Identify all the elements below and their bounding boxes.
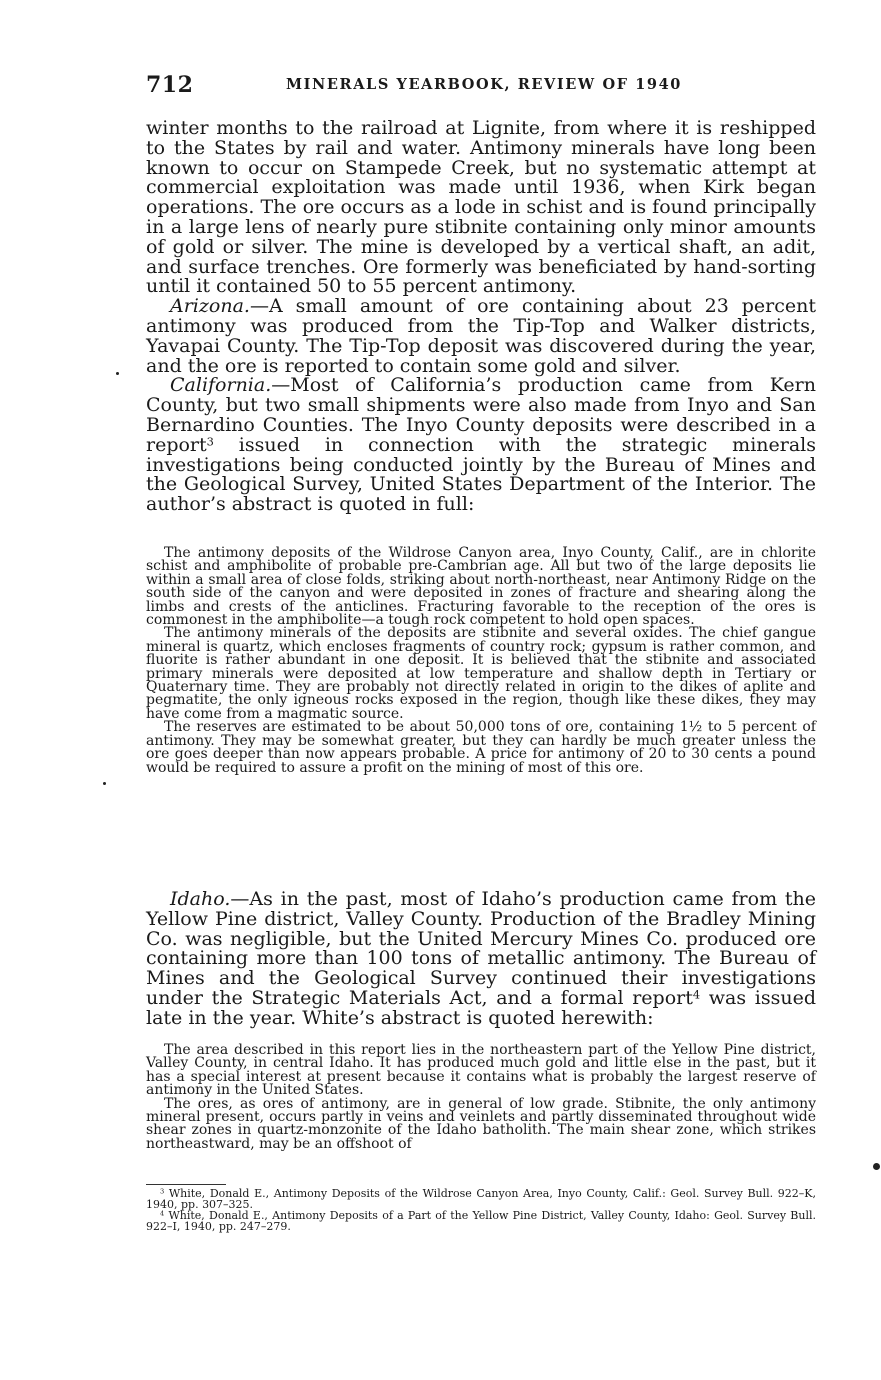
quote-paragraph: The reserves are estimated to be about 50,000 tons of ore, containing 1½ to 5 percent of antimony. They may be somewhat greater, but they can hardly be much greater unless the ore goes deeper than now appears probable. A price for antimony of 20 to 30 cents a pound would be required to assure a profit on the mining of most of this ore. [146,719,816,776]
footnote-mark: 3 [160,1187,165,1196]
quote-paragraph: The ores, as ores of antimony, are in general of low grade. Stibnite, the only antimony mineral present, occurs partly in veins and veinlets and partly disseminated throughout wide shear zones in quartz-monzonite of the Idaho batholith. The main shear zone, which strikes northeastward, may be an offshoot of [146,1095,816,1152]
footnote-3 [146,1188,816,1210]
quote-yellow-pine-abstract [146,1044,816,1151]
paragraph-arizona [146,297,816,376]
paragraph-alaska-continued: winter months to the railroad at Lignite, from where it is reshipped to the States by rail and water. Antimony minerals have long been known to occur on Stampede Creek, but no systematic attempt at commercial exploitation was made until 1936, when Kirk began operations. The ore occurs as a lode in schist and is found principally in a large lens of nearly pure stibnite containing only minor amounts of gold or silver. The mine is developed by a vertical shaft, an adit, and surface trenches. Ore formerly was beneficiated by hand-sorting until it contained 50 to 55 percent antimony. [146,117,816,298]
california-text-a: —Most of California’s production came from Kern County, but two small shipments were also made from Inyo and San Bernardino Counties. The Inyo County deposits were described in a report [146,374,816,456]
footnote-divider [146,1184,226,1185]
scan-speck [116,372,119,375]
arizona-text: —A small amount of ore containing about 23 percent antimony was produced from the Tip-Top and Walker districts, Yavapai County. The Tip-Top deposit was discovered during the year, and the ore is reported to contain some gold and silver. [146,295,816,377]
heading-arizona: Arizona. [170,295,250,318]
paragraph-idaho [146,890,816,1029]
heading-idaho: Idaho. [170,888,231,910]
footnote-text: White, Donald E., Antimony Deposits of the Wildrose Canyon Area, Inyo County, Calif.: Geol. Survey Bull. 922–K, 1940, pp. 307–325. [146,1187,816,1211]
paragraph-california [146,376,816,515]
footnote-ref-4: 4 [692,987,701,1002]
page-number: 712 [146,72,194,98]
idaho-text-b: was issued late in the year. White’s abstract is quoted herewith: [146,986,816,1029]
heading-california: California. [170,374,272,397]
scan-speck [873,1163,880,1170]
idaho-text-a: —As in the past, most of Idaho’s production came from the Yellow Pine district, Valley County. Production of the Bradley Mining Co. was negligible, but the United Mercury Mines Co. produced ore containing more than 100 tons of metallic antimony. The Bureau of Mines and the Geological Survey continued their investigations under the Strategic Materials Act, and a formal report [146,888,816,1009]
quote-paragraph: The antimony minerals of the deposits are stibnite and several oxides. The chief gangue mineral is quartz, which encloses fragments of country rock; gypsum is rather common, and fluorite is rather abundant in one deposit. It is believed that the stibnite and associated primary minerals were deposited at low temperature and shallow depth in Tertiary or Quaternary time. They are probably not directly related in origin to the dikes of aplite and pegmatite, the only igneous rocks exposed in the region, though like these dikes, they may have come from a magmatic source. [146,625,816,722]
page-header [146,72,816,102]
footnote-mark: 4 [160,1209,165,1218]
scan-speck [103,782,106,785]
quote-wildrose-abstract [146,547,816,775]
footnotes [146,1188,816,1232]
running-head: MINERALS YEARBOOK, REVIEW OF 1940 [286,76,682,93]
footnote-4 [146,1210,816,1232]
quote-paragraph: The antimony deposits of the Wildrose Canyon area, Inyo County, Calif., are in chlorite schist and amphibolite of probable pre-Cambrian age. All but two of the large deposits lie within a small area of close folds, striking about north-northeast, near Antimony Ridge on the south side of the canyon and were deposited in zones of fracture and shearing along the limbs and crests of the anticlines. Fracturing favorable to the reception of the ores is commonest in the amphibolite—a tough rock competent to hold open spaces. [146,545,816,629]
body-text-top [146,119,816,515]
body-text-idaho [146,890,816,1029]
quote-paragraph: The area described in this report lies in the northeastern part of the Yellow Pine district, Valley County, in central Idaho. It has produced much gold and little else in the past, but it has a special interest at present because it contains what is probably the largest reserve of antimony in the United States. [146,1042,816,1099]
footnote-ref-3: 3 [206,434,214,449]
california-text-b: issued in connection with the strategic minerals investigations being conducted jointly by the Bureau of Mines and the Geological Survey, United States Department of the Interior. The author’s abstract is quoted in full: [146,433,816,516]
footnote-text: White, Donald E., Antimony Deposits of a Part of the Yellow Pine District, Valley County, Idaho: Geol. Survey Bull. 922–I, 1940, pp. 247–279. [146,1209,817,1233]
